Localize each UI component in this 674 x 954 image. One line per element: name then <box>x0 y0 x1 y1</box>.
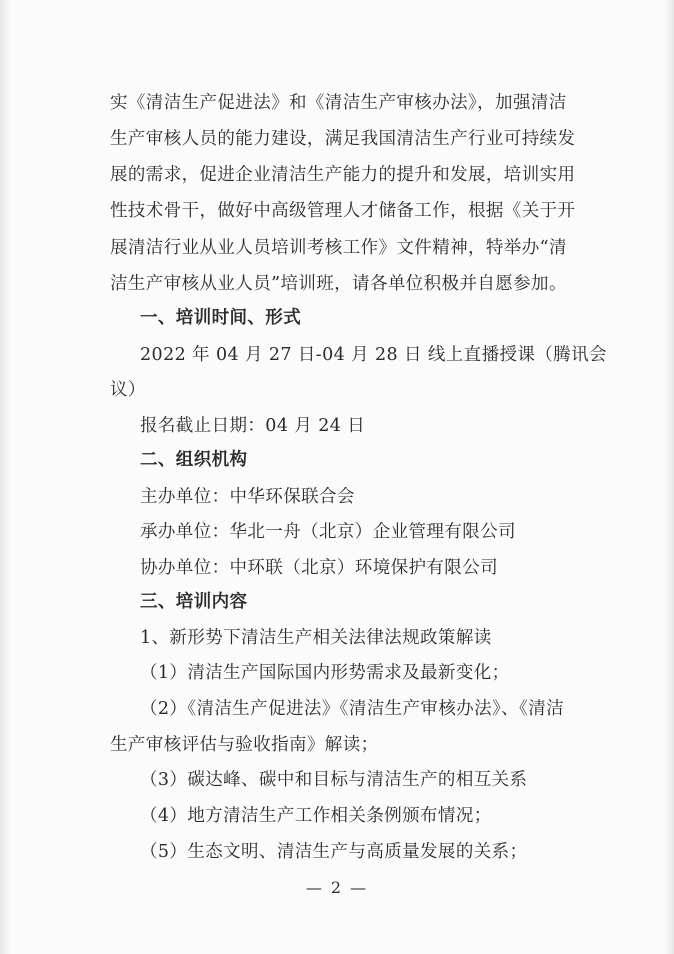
page-number: — 2 — <box>305 878 369 897</box>
intro-line-2: 生产审核人员的能力建设，满足我国清洁生产行业可持续发 <box>110 129 576 149</box>
intro-line-3: 展的需求，促进企业清洁生产能力的提升和发展，培训实用 <box>110 165 576 185</box>
intro-line-1: 实《清洁生产促进法》和《清洁生产审核办法》，加强清洁 <box>110 93 567 113</box>
intro-line-5: 展清洁行业从业人员培训考核工作》文件精神，特举办“清 <box>110 238 567 258</box>
section3-heading: 三、培训内容 <box>140 592 248 612</box>
content-subitem-2-line-2: 生产审核评估与验收指南》解读； <box>110 735 379 755</box>
organizer-organization: 承办单位：华北一舟（北京）企业管理有限公司 <box>140 522 516 542</box>
content-subitem-5: （5）生态文明、清洁生产与高质量发展的关系； <box>140 842 528 862</box>
host-organization: 主办单位：中华环保联合会 <box>140 487 355 507</box>
training-time-line-2: 议） <box>110 380 146 400</box>
section1-heading: 一、培训时间、形式 <box>140 308 302 328</box>
page-right-edge <box>664 0 674 954</box>
section2-heading: 二、组织机构 <box>140 450 248 470</box>
content-item-1: 1、新形势下清洁生产相关法律法规政策解读 <box>140 628 492 648</box>
intro-line-6: 洁生产审核从业人员”培训班，请各单位积极并自愿参加。 <box>110 274 567 294</box>
content-subitem-4: （4）地方清洁生产工作相关条例颁布情况； <box>140 806 492 826</box>
page-left-edge <box>0 0 10 954</box>
intro-line-4: 性技术骨干，做好中高级管理人才储备工作，根据《关于开 <box>110 201 576 221</box>
content-subitem-1: （1）清洁生产国际国内形势需求及最新变化； <box>140 663 510 683</box>
content-subitem-2-line-1: （2）《清洁生产促进法》《清洁生产审核办法》、《清洁 <box>140 699 565 719</box>
registration-deadline: 报名截止日期：04 月 24 日 <box>140 416 366 436</box>
content-subitem-3: （3）碳达峰、碳中和目标与清洁生产的相互关系 <box>140 770 528 790</box>
training-time-line-1: 2022 年 04 月 27 日-04 月 28 日 线上直播授课（腾讯会 <box>140 345 607 365</box>
co-organizer-organization: 协办单位：中环联（北京）环境保护有限公司 <box>140 558 498 578</box>
